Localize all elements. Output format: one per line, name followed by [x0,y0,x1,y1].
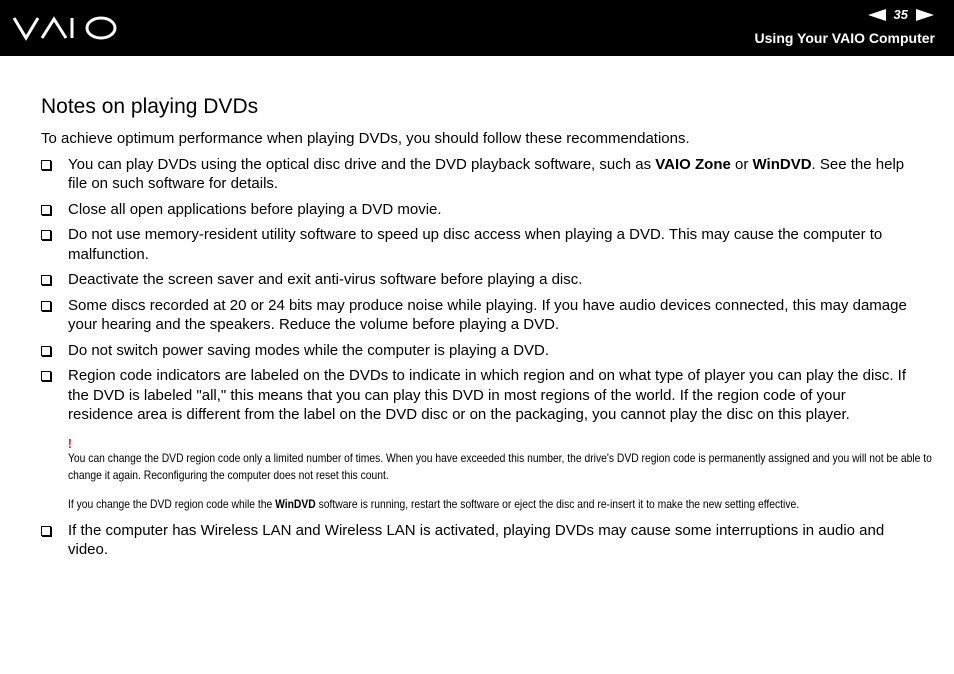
page-title: Notes on playing DVDs [41,95,259,118]
previous-page-arrow-icon[interactable] [868,9,886,21]
list-item: If the computer has Wireless LAN and Wireless LAN is activated, playing DVDs may cause some interruptions in audio and video. [41,521,911,560]
checkbox-bullet-icon [41,205,51,215]
checkbox-bullet-icon [41,230,51,240]
page-number: 35 [893,7,908,22]
section-title: Using Your VAIO Computer [754,30,935,46]
list-item: Region code indicators are labeled on the DVDs to indicate in which region and on what type of player you can play the disc. If the DVD is labeled "all," this means that you can play this DVD in most regions of the world. If the region code of your residence area is different from the label on the DVD disc or on the packaging, you cannot play the disc on this player. [41,366,911,425]
list-item: You can play DVDs using the optical disc drive and the DVD playback software, such as VAIO Zone or WinDVD. See the help file on such software for details. [41,155,911,194]
list-item: Close all open applications before playing a DVD movie. [41,200,911,220]
checkbox-bullet-icon [41,371,51,381]
list-item: Do not switch power saving modes while the computer is playing a DVD. [41,341,911,361]
note-text: You can change the DVD region code only a limited number of times. When you have exceeded this number, the drive's DVD region code is permanently assigned and you will not be able to change it again. Reconfiguring the computer does not reset this count. [68,450,932,482]
list-item: Some discs recorded at 20 or 24 bits may produce noise while playing. If you have audio devices connected, this may damage your hearing and the speakers. Reduce the volume before playing a DVD. [41,296,911,335]
list-item: Deactivate the screen saver and exit anti-virus software before playing a disc. [41,270,911,290]
software-name: WinDVD [275,496,316,511]
software-name: WinDVD [752,155,812,173]
page-header [0,0,954,56]
checkbox-bullet-icon [41,160,51,170]
list-item: Do not use memory-resident utility software to speed up disc access when playing a DVD. This may cause the computer to malfunction. [41,225,911,264]
checkbox-bullet-icon [41,301,51,311]
intro-text: To achieve optimum performance when playing DVDs, you should follow these recommendations. [41,130,690,147]
main-content [41,95,932,566]
next-page-arrow-icon[interactable] [916,9,934,21]
checkbox-bullet-icon [41,275,51,285]
checkbox-bullet-icon [41,346,51,356]
checkbox-bullet-icon [41,526,51,536]
vaio-logo [12,14,120,42]
software-name: VAIO Zone [655,155,731,173]
note-text: If you change the DVD region code while the WinDVD software is running, restart the software or eject the disc and re-insert it to make the new setting effective. [68,496,800,511]
warning-icon: ! [68,435,72,451]
page-navigation [868,7,934,22]
note-block [68,437,942,515]
